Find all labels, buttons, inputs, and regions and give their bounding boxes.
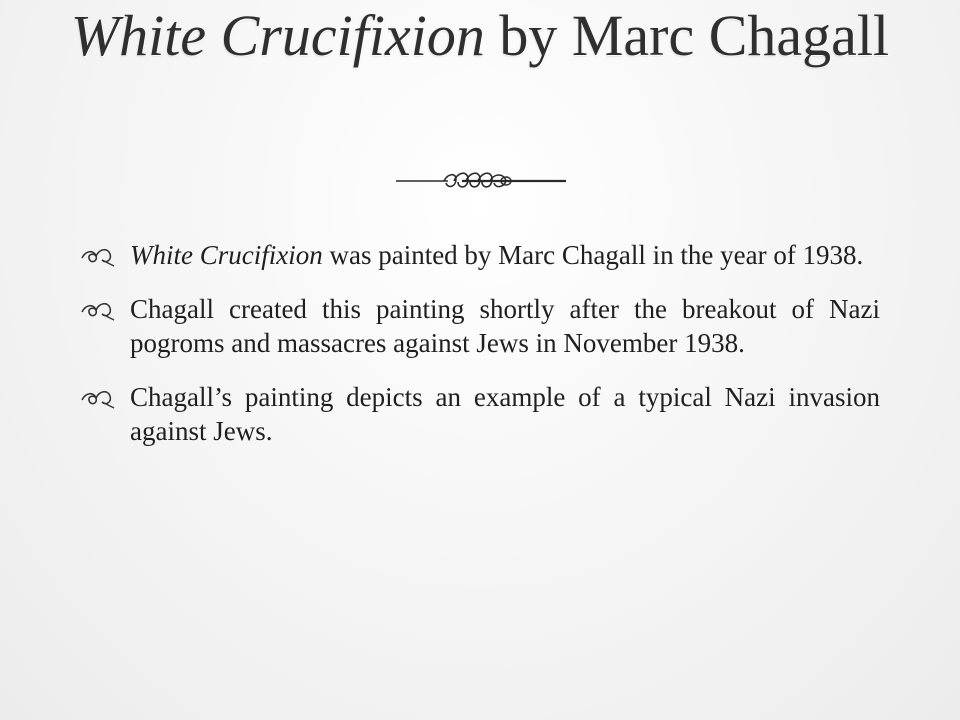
title-italic-part: White Crucifixion xyxy=(70,3,485,68)
bullet-text: Chagall created this painting shortly after the breakout of Nazi pogroms and massacres against Jews in November 1938. xyxy=(130,294,880,358)
scroll-ornament-icon xyxy=(80,298,116,322)
bullet-italic-lead: White Crucifixion xyxy=(130,240,323,270)
scroll-ornament-icon xyxy=(80,386,116,410)
flourish-divider-icon xyxy=(396,169,566,193)
bullet-item xyxy=(80,380,880,448)
bullet-item xyxy=(80,238,880,272)
title-regular-part: by Marc Chagall xyxy=(484,3,890,68)
bullet-list xyxy=(80,238,880,468)
scroll-ornament-icon xyxy=(80,244,116,268)
slide-title xyxy=(60,4,900,68)
bullet-item xyxy=(80,292,880,360)
bullet-text: was painted by Marc Chagall in the year of 1938. xyxy=(322,240,864,270)
bullet-text: Chagall’s painting depicts an example of a typical Nazi invasion against Jews. xyxy=(130,382,880,446)
